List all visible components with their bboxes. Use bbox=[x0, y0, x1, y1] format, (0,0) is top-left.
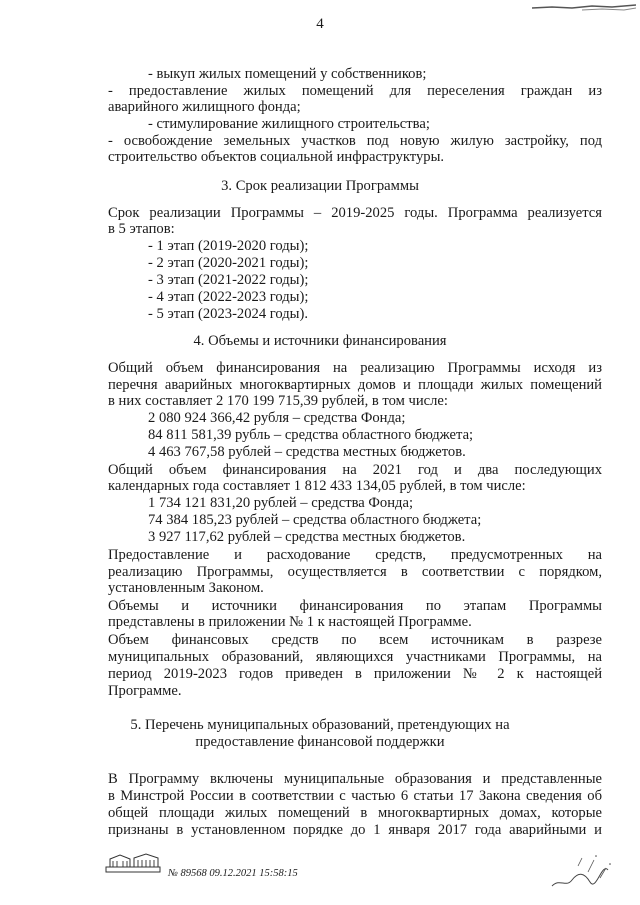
list-item-continuation: строительство объектов социальной инфраструктуры. bbox=[108, 149, 445, 165]
paragraph-line: в Минстрой России в соответствии с частью 6 статьи 17 Закона сведения об bbox=[108, 788, 602, 804]
section-heading: 3. Срок реализации Программы bbox=[221, 178, 419, 194]
paragraph-line: Программе. bbox=[108, 683, 182, 699]
stage-item: - 4 этап (2022-2023 годы); bbox=[148, 289, 309, 305]
handwritten-mark bbox=[548, 852, 618, 892]
list-item-continuation: аварийного жилищного фонда; bbox=[108, 99, 301, 115]
paragraph-line: период 2019-2023 годов приведен в приложении № 2 к настоящей bbox=[108, 666, 602, 682]
stage-item: - 2 этап (2020-2021 годы); bbox=[148, 255, 309, 271]
stage-item: - 5 этап (2023-2024 годы). bbox=[148, 306, 308, 322]
paragraph-line: календарных года составляет 1 812 433 134,05 рублей, в том числе: bbox=[108, 478, 526, 494]
scan-artifact bbox=[532, 2, 636, 12]
section-heading: 5. Перечень муниципальных образований, претендующих на bbox=[130, 717, 510, 733]
list-item: - стимулирование жилищного строительства; bbox=[148, 116, 430, 132]
stage-item: - 1 этап (2019-2020 годы); bbox=[148, 238, 309, 254]
paragraph-line: общей площади жилых помещений в многоквартирных домах, которые bbox=[108, 805, 602, 821]
paragraph-line: в них составляет 2 170 199 715,39 рублей, в том числе: bbox=[108, 393, 448, 409]
funding-line: 2 080 924 366,42 рубля – средства Фонда; bbox=[148, 410, 406, 426]
paragraph-line: реализацию Программы, осуществляется в соответствии с порядком, bbox=[108, 564, 602, 580]
paragraph-line: Срок реализации Программы – 2019-2025 годы. Программа реализуется bbox=[108, 205, 602, 221]
document-stamp: № 89568 09.12.2021 15:58:15 bbox=[168, 868, 298, 879]
paragraph-line: Общий объем финансирования на 2021 год и два последующих bbox=[108, 462, 602, 478]
building-logo-icon bbox=[104, 852, 162, 874]
list-item: - выкуп жилых помещений у собственников; bbox=[148, 66, 427, 82]
funding-line: 74 384 185,23 рублей – средства областного бюджета; bbox=[148, 512, 482, 528]
funding-line: 1 734 121 831,20 рублей – средства Фонда; bbox=[148, 495, 413, 511]
page-number: 4 bbox=[316, 16, 324, 32]
paragraph-line: в 5 этапов: bbox=[108, 221, 175, 237]
paragraph-line: В Программу включены муниципальные образования и представленные bbox=[108, 771, 602, 787]
funding-line: 84 811 581,39 рубль – средства областного бюджета; bbox=[148, 427, 474, 443]
section-heading: 4. Объемы и источники финансирования bbox=[193, 333, 447, 349]
paragraph-line: установленным Законом. bbox=[108, 580, 264, 596]
list-item: - предоставление жилых помещений для переселения граждан из bbox=[108, 83, 602, 99]
paragraph-line: признаны в установленном порядке до 1 января 2017 года аварийными и bbox=[108, 822, 602, 838]
funding-line: 3 927 117,62 рублей – средства местных бюджетов. bbox=[148, 529, 466, 545]
list-item: - освобождение земельных участков под новую жилую застройку, под bbox=[108, 133, 602, 149]
paragraph-line: представлены в приложении № 1 к настоящей Программе. bbox=[108, 614, 472, 630]
paragraph-line: перечня аварийных многоквартирных домов и площади жилых помещений bbox=[108, 377, 602, 393]
paragraph-line: Объемы и источники финансирования по этапам Программы bbox=[108, 598, 602, 614]
funding-line: 4 463 767,58 рублей – средства местных бюджетов. bbox=[148, 444, 466, 460]
paragraph-line: муниципальных образований, являющихся участниками Программы, на bbox=[108, 649, 602, 665]
paragraph-line: Объем финансовых средств по всем источникам в разрезе bbox=[108, 632, 602, 648]
paragraph-line: Предоставление и расходование средств, предусмотренных на bbox=[108, 547, 602, 563]
paragraph-line: Общий объем финансирования на реализацию Программы исходя из bbox=[108, 360, 602, 376]
stage-item: - 3 этап (2021-2022 годы); bbox=[148, 272, 309, 288]
section-heading: предоставление финансовой поддержки bbox=[195, 734, 445, 750]
